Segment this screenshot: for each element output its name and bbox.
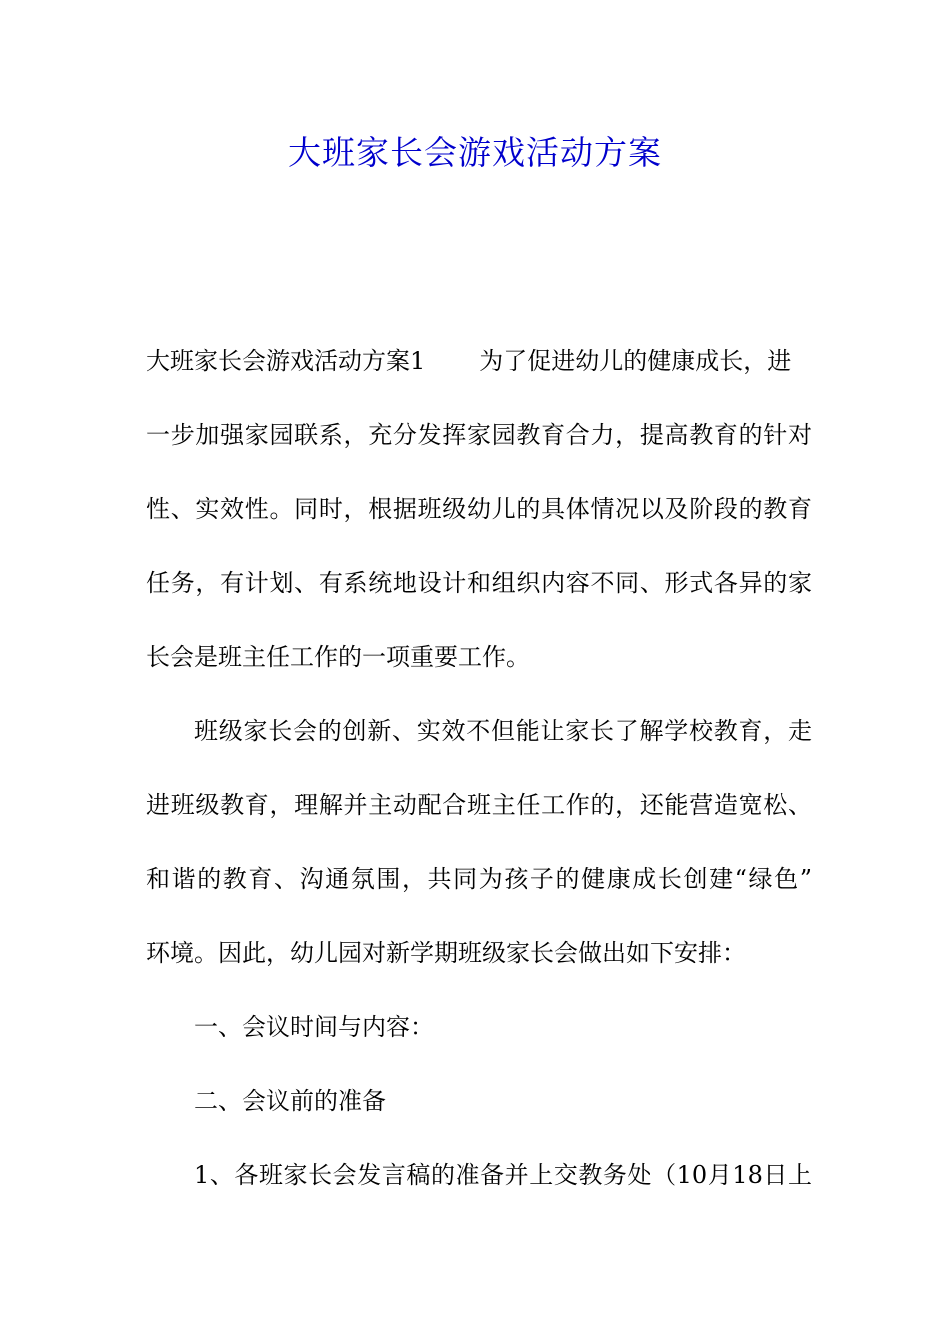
paragraph-2-line-4: 环境。因此，幼儿园对新学期班级家长会做出如下安排：: [146, 939, 746, 967]
paragraph-1-intro: 为了促进幼儿的健康成长，进: [479, 347, 792, 375]
document-title: 大班家长会游戏活动方案: [288, 133, 662, 172]
paragraph-1-line-1: [146, 334, 812, 408]
paragraph-1-line-5: 长会是班主任工作的一项重要工作。: [146, 643, 530, 671]
document-body: [146, 334, 812, 1222]
section-heading-1: 一、会议时间与内容：: [194, 1013, 434, 1041]
plan-heading: 大班家长会游戏活动方案1: [146, 347, 426, 375]
section-heading-2: 二、会议前的准备: [194, 1087, 386, 1115]
paragraph-2-line-2: 进班级教育，理解并主动配合班主任工作的，还能营造宽松、: [146, 791, 812, 819]
paragraph-2-line-3: 和谐的教育、沟通氛围，共同为孩子的健康成长创建“绿色”: [146, 865, 812, 893]
paragraph-1-line-3: 性、实效性。同时，根据班级幼儿的具体情况以及阶段的教育: [146, 495, 812, 523]
list-item-1: 1、各班家长会发言稿的准备并上交教务处（10月18日上: [194, 1161, 812, 1189]
paragraph-2-line-1: 班级家长会的创新、实效不但能让家长了解学校教育，走: [194, 717, 812, 745]
paragraph-1-line-4: 任务，有计划、有系统地设计和组织内容不同、形式各异的家: [146, 569, 812, 597]
paragraph-1-line-2: 一步加强家园联系，充分发挥家园教育合力，提高教育的针对: [146, 421, 812, 449]
